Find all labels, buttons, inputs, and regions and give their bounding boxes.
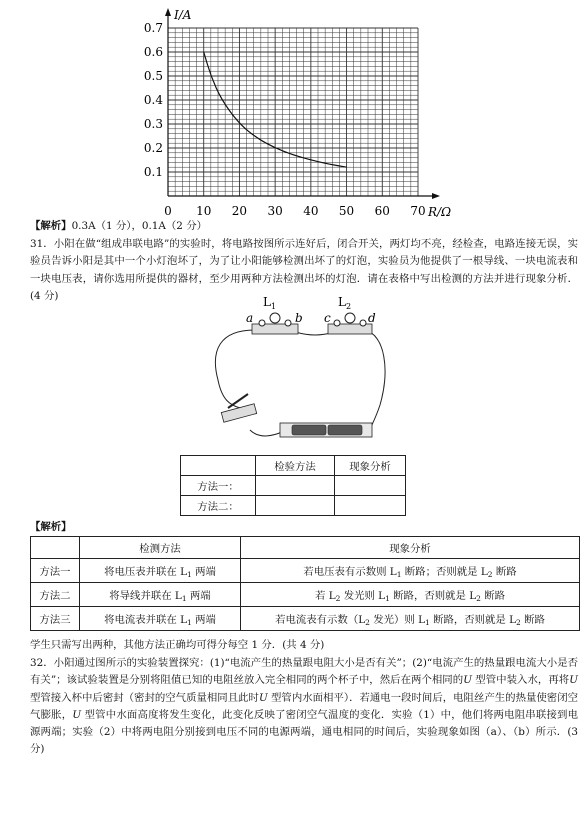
blank-table-cell[interactable] bbox=[335, 496, 406, 516]
y-axis-label: I/A bbox=[174, 8, 192, 22]
label-a: a bbox=[246, 311, 254, 325]
label-d: d bbox=[368, 311, 376, 325]
table-row bbox=[31, 559, 580, 583]
analysis-tag: 【解析】 bbox=[30, 521, 72, 533]
analysis-cell: 若电流表有示数（$L_2$ 发光）则 $L_1$ 断路，否则就是 $L_2$ 断路 bbox=[241, 607, 580, 631]
analysis-cell: 若 $L_2$ 发光则 $L_1$ 断路，否则就是 $L_2$ 断路 bbox=[241, 583, 580, 607]
answer-31-table bbox=[30, 536, 580, 631]
switch[interactable] bbox=[221, 394, 256, 422]
label-b: b bbox=[295, 311, 303, 325]
chart-tick-labels bbox=[144, 21, 426, 218]
label-c: c bbox=[324, 311, 331, 325]
y-tick-label: 0.1 bbox=[143, 165, 163, 179]
row-label: 方法一 bbox=[31, 559, 80, 583]
blank-table-row-label: 方法二： bbox=[181, 496, 256, 516]
blank-table-header: 检验方法 bbox=[256, 456, 335, 476]
y-tick-label: 0.5 bbox=[143, 69, 163, 83]
chart-axes bbox=[165, 8, 440, 199]
current-resistance-chart bbox=[120, 0, 460, 222]
blank-table-header: 现象分析 bbox=[335, 456, 406, 476]
lamp-l2[interactable] bbox=[328, 313, 372, 334]
blank-table-cell[interactable] bbox=[256, 496, 335, 516]
table-row bbox=[31, 607, 580, 631]
answer-31-note: 学生只需写出两种，其他方法正确均可得分每空 1 分．(共 4 分) bbox=[30, 639, 325, 651]
question-31: 31．小阳在做“组成串联电路”的实验时，将电路按图所示连好后，闭合开关，两灯均不亮，经检查，电路连接无误，实验员告诉小阳是其中一个小灯泡坏了，为了让小阳能够检测出坏了的灯泡，实验员为他提供了一根导线、一块电流表和一块电压表，请你选用所提供的器材，至少用两种方法检测出坏的灯泡．请在表格中写出检测的方法并进行现象分析．(4 分) bbox=[30, 238, 578, 302]
circuit-wire bbox=[250, 430, 282, 436]
method-cell: 将电压表并联在 $L_1$ 两端 bbox=[80, 559, 241, 583]
answer-30-text: 0.3A（1 分），0.1A（2 分） bbox=[71, 220, 207, 232]
q31-blank-table bbox=[180, 455, 406, 516]
method-cell: 将导线并联在 $L_1$ 两端 bbox=[80, 583, 241, 607]
x-tick-label: 20 bbox=[231, 204, 248, 218]
y-tick-label: 0.4 bbox=[143, 93, 163, 107]
method-cell: 将电流表并联在 $L_1$ 两端 bbox=[80, 607, 241, 631]
blank-table-row-label: 方法一： bbox=[181, 476, 256, 496]
row-label: 方法二 bbox=[31, 583, 80, 607]
x-tick-label: 30 bbox=[267, 204, 283, 218]
x-axis-label: R/Ω bbox=[428, 205, 452, 219]
x-axis-arrow bbox=[432, 193, 440, 199]
y-tick-label: 0.7 bbox=[143, 21, 163, 35]
x-tick-label: 70 bbox=[410, 204, 426, 218]
x-tick-label: 50 bbox=[338, 204, 355, 218]
circuit-wire bbox=[215, 330, 255, 408]
answer-30 bbox=[30, 218, 578, 235]
blank-table-cell[interactable] bbox=[335, 476, 406, 496]
blank-table-cell[interactable] bbox=[256, 476, 335, 496]
x-tick-label: 60 bbox=[374, 204, 390, 218]
answer-table-header: 检测方法 bbox=[80, 537, 241, 559]
label-l2: $L_2$ bbox=[338, 295, 352, 311]
label-l1: $L_1$ bbox=[263, 295, 277, 311]
answer-table-header bbox=[31, 537, 80, 559]
chart-grid bbox=[168, 28, 418, 196]
y-tick-label: 0.2 bbox=[143, 141, 163, 155]
row-label: 方法三 bbox=[31, 607, 80, 631]
lamp-l1[interactable] bbox=[252, 313, 298, 334]
question-32: 32．小阳通过图所示的实验装置探究：(1)“电流产生的热量跟电阻大小是否有关”；(2)“电流产生的热量跟电流大小是否有关”；该试验装置是分别将阻值已知的电阻丝放入完全相同的两个杯子中，然后在两个相同的U 型管中装入水，再将U 型管接入杯中后密封（密封的空气质量相同且此时U 型管内水面相平）．若通电一段时间后，电阻丝产生的热量使密闭空气膨胀，U 型管中水面高度将发生变化，此变化反映了密闭空气温度的变化．实验（1）中，他们将两电阻串联接到电源两端；实验（2）中将两电阻分别接到电压不同的电源两端，通电相同的时间后，实验现象如图（a）、（b）所示．(3 分) bbox=[30, 657, 579, 756]
x-tick-label: 40 bbox=[303, 204, 319, 218]
blank-table-header bbox=[181, 456, 256, 476]
series-circuit-diagram bbox=[200, 290, 400, 450]
y-axis-arrow bbox=[165, 8, 171, 16]
answer-table-header: 现象分析 bbox=[241, 537, 580, 559]
x-tick-label: 0 bbox=[164, 204, 172, 218]
y-tick-label: 0.6 bbox=[143, 45, 163, 59]
y-tick-label: 0.3 bbox=[143, 117, 163, 131]
x-tick-label: 10 bbox=[196, 204, 212, 218]
circuit-wire bbox=[365, 330, 385, 430]
table-row bbox=[31, 583, 580, 607]
battery-box bbox=[280, 423, 372, 437]
analysis-cell: 若电压表有示数则 $L_1$ 断路；否则就是 $L_2$ 断路 bbox=[241, 559, 580, 583]
analysis-tag: 【解析】 bbox=[30, 220, 72, 232]
